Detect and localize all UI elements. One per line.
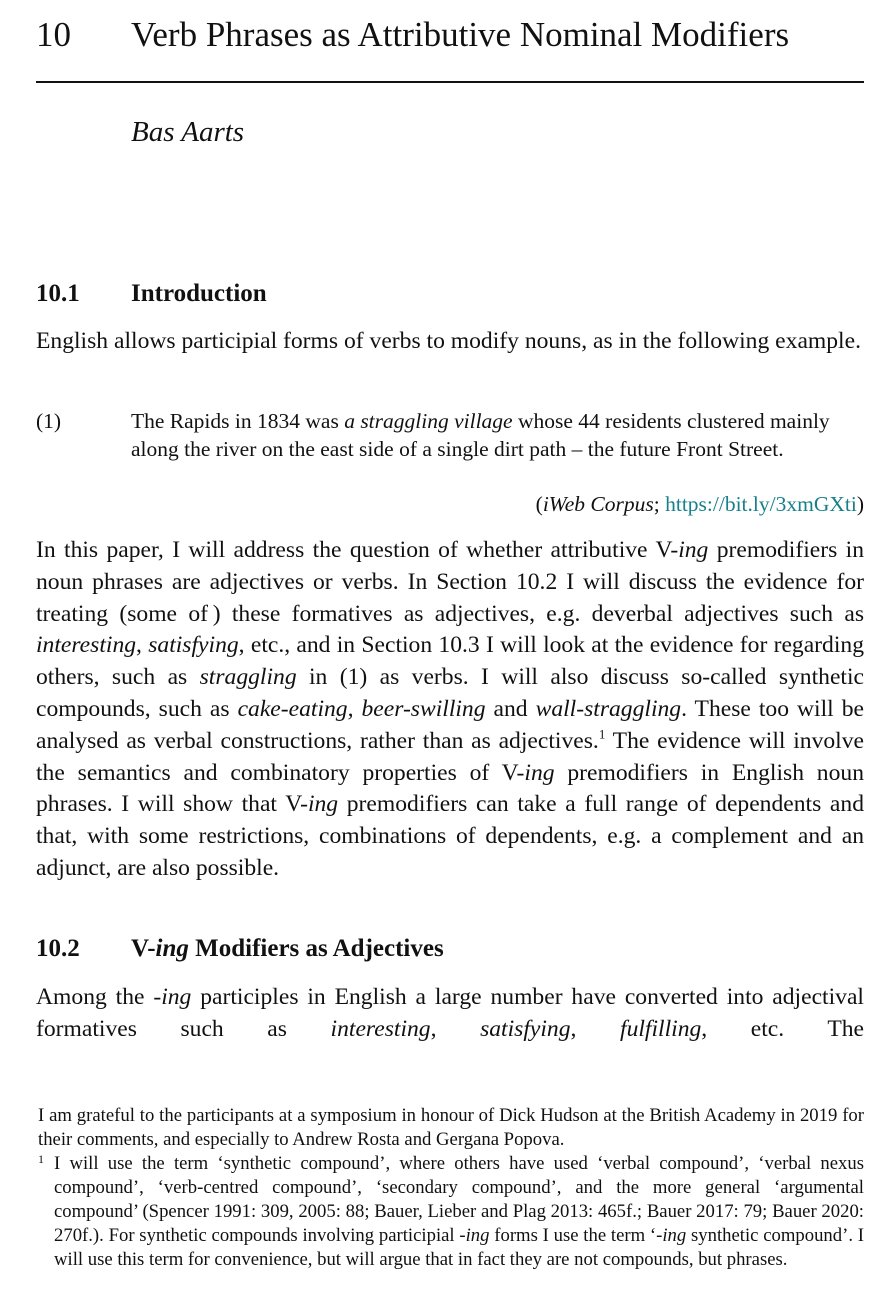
body-paragraph: In this paper, I will address the question of whether attributive V-ing premodifiers in noun phrases are adjectives or verbs. In Section 10.2 I will discuss the evidence for treating (some of ) these formatives as adjectives, e.g. deverbal adjectives such as interesting, satisfying, etc., and in Section 10.3 I will look at the evidence for regarding others, such as straggling in (1) as verbs. I will also discuss so-called synthetic compounds, such as cake-eating, beer-swilling and wall-straggling. These too will be analysed as verbal constructions, rather than as adjectives.$^1$ The evidence will involve the semantics and combinatory properties of V-ing premodifiers in English noun phrases. I will show that V-ing premodifiers can take a full range of dependents and that, with some restrictions, combinations of dependents, e.g. a complement and an adjunct, are also possible. (36, 537, 865, 881)
intro-paragraph: English allows participial forms of verbs to modify nouns, as in the following example. (36, 328, 861, 354)
footnote-1-mark: 1 (38, 1152, 44, 1166)
chapter-number: 10 (36, 15, 71, 54)
corpus-name: iWeb Corpus (542, 492, 654, 516)
header-rule (36, 81, 864, 83)
example-highlight: a straggling village (344, 409, 513, 433)
section-2-number: 10.2 (36, 935, 80, 962)
section-1-number: 10.1 (36, 280, 80, 307)
footnote-reference[interactable]: 1 (598, 726, 606, 742)
section-2-title: V-ing Modifiers as Adjectives (131, 935, 444, 962)
section-1-title: Introduction (131, 280, 267, 307)
example-text: The Rapids in 1834 was a straggling village whose 44 residents clustered mainly along the river on the east side of a single dirt path – the future Front Street. (131, 409, 830, 461)
acknowledgement-footnote: I am grateful to the participants at a symposium in honour of Dick Hudson at the British Academy in 2019 for their comments, and especially to Andrew Rosta and Gergana Popova. (38, 1105, 864, 1150)
footnote-1: I will use the term ‘synthetic compound’, where others have used ‘verbal compound’, ‘verbal nexus compound’, ‘verb-centred compound’, ‘secondary compound’, and the more general ‘argumental compound’ (Spencer 1991: 309, 2005: 88; Bauer, Lieber and Plag 2013: 465f.; Bauer 2017: 79; Bauer 2020: 270f.). For synthetic compounds involving participial -ing forms I use the term ‘-ing synthetic compound’. I will use this term for convenience, but will argue that in fact they are not compounds, but phrases. (54, 1153, 865, 1270)
section-2-paragraph: Among the -ing participles in English a large number have converted into adjectival formatives such as interesting, satisfying, fulfilling, etc. The (36, 984, 865, 1042)
author-name: Bas Aarts (131, 116, 245, 148)
chapter-title: Verb Phrases as Attributive Nominal Modifiers (131, 15, 790, 54)
example-number: (1) (36, 409, 62, 433)
example-source: (iWeb Corpus; https://bit.ly/3xmGXti) (535, 492, 864, 516)
source-link[interactable]: https://bit.ly/3xmGXti (665, 492, 857, 516)
